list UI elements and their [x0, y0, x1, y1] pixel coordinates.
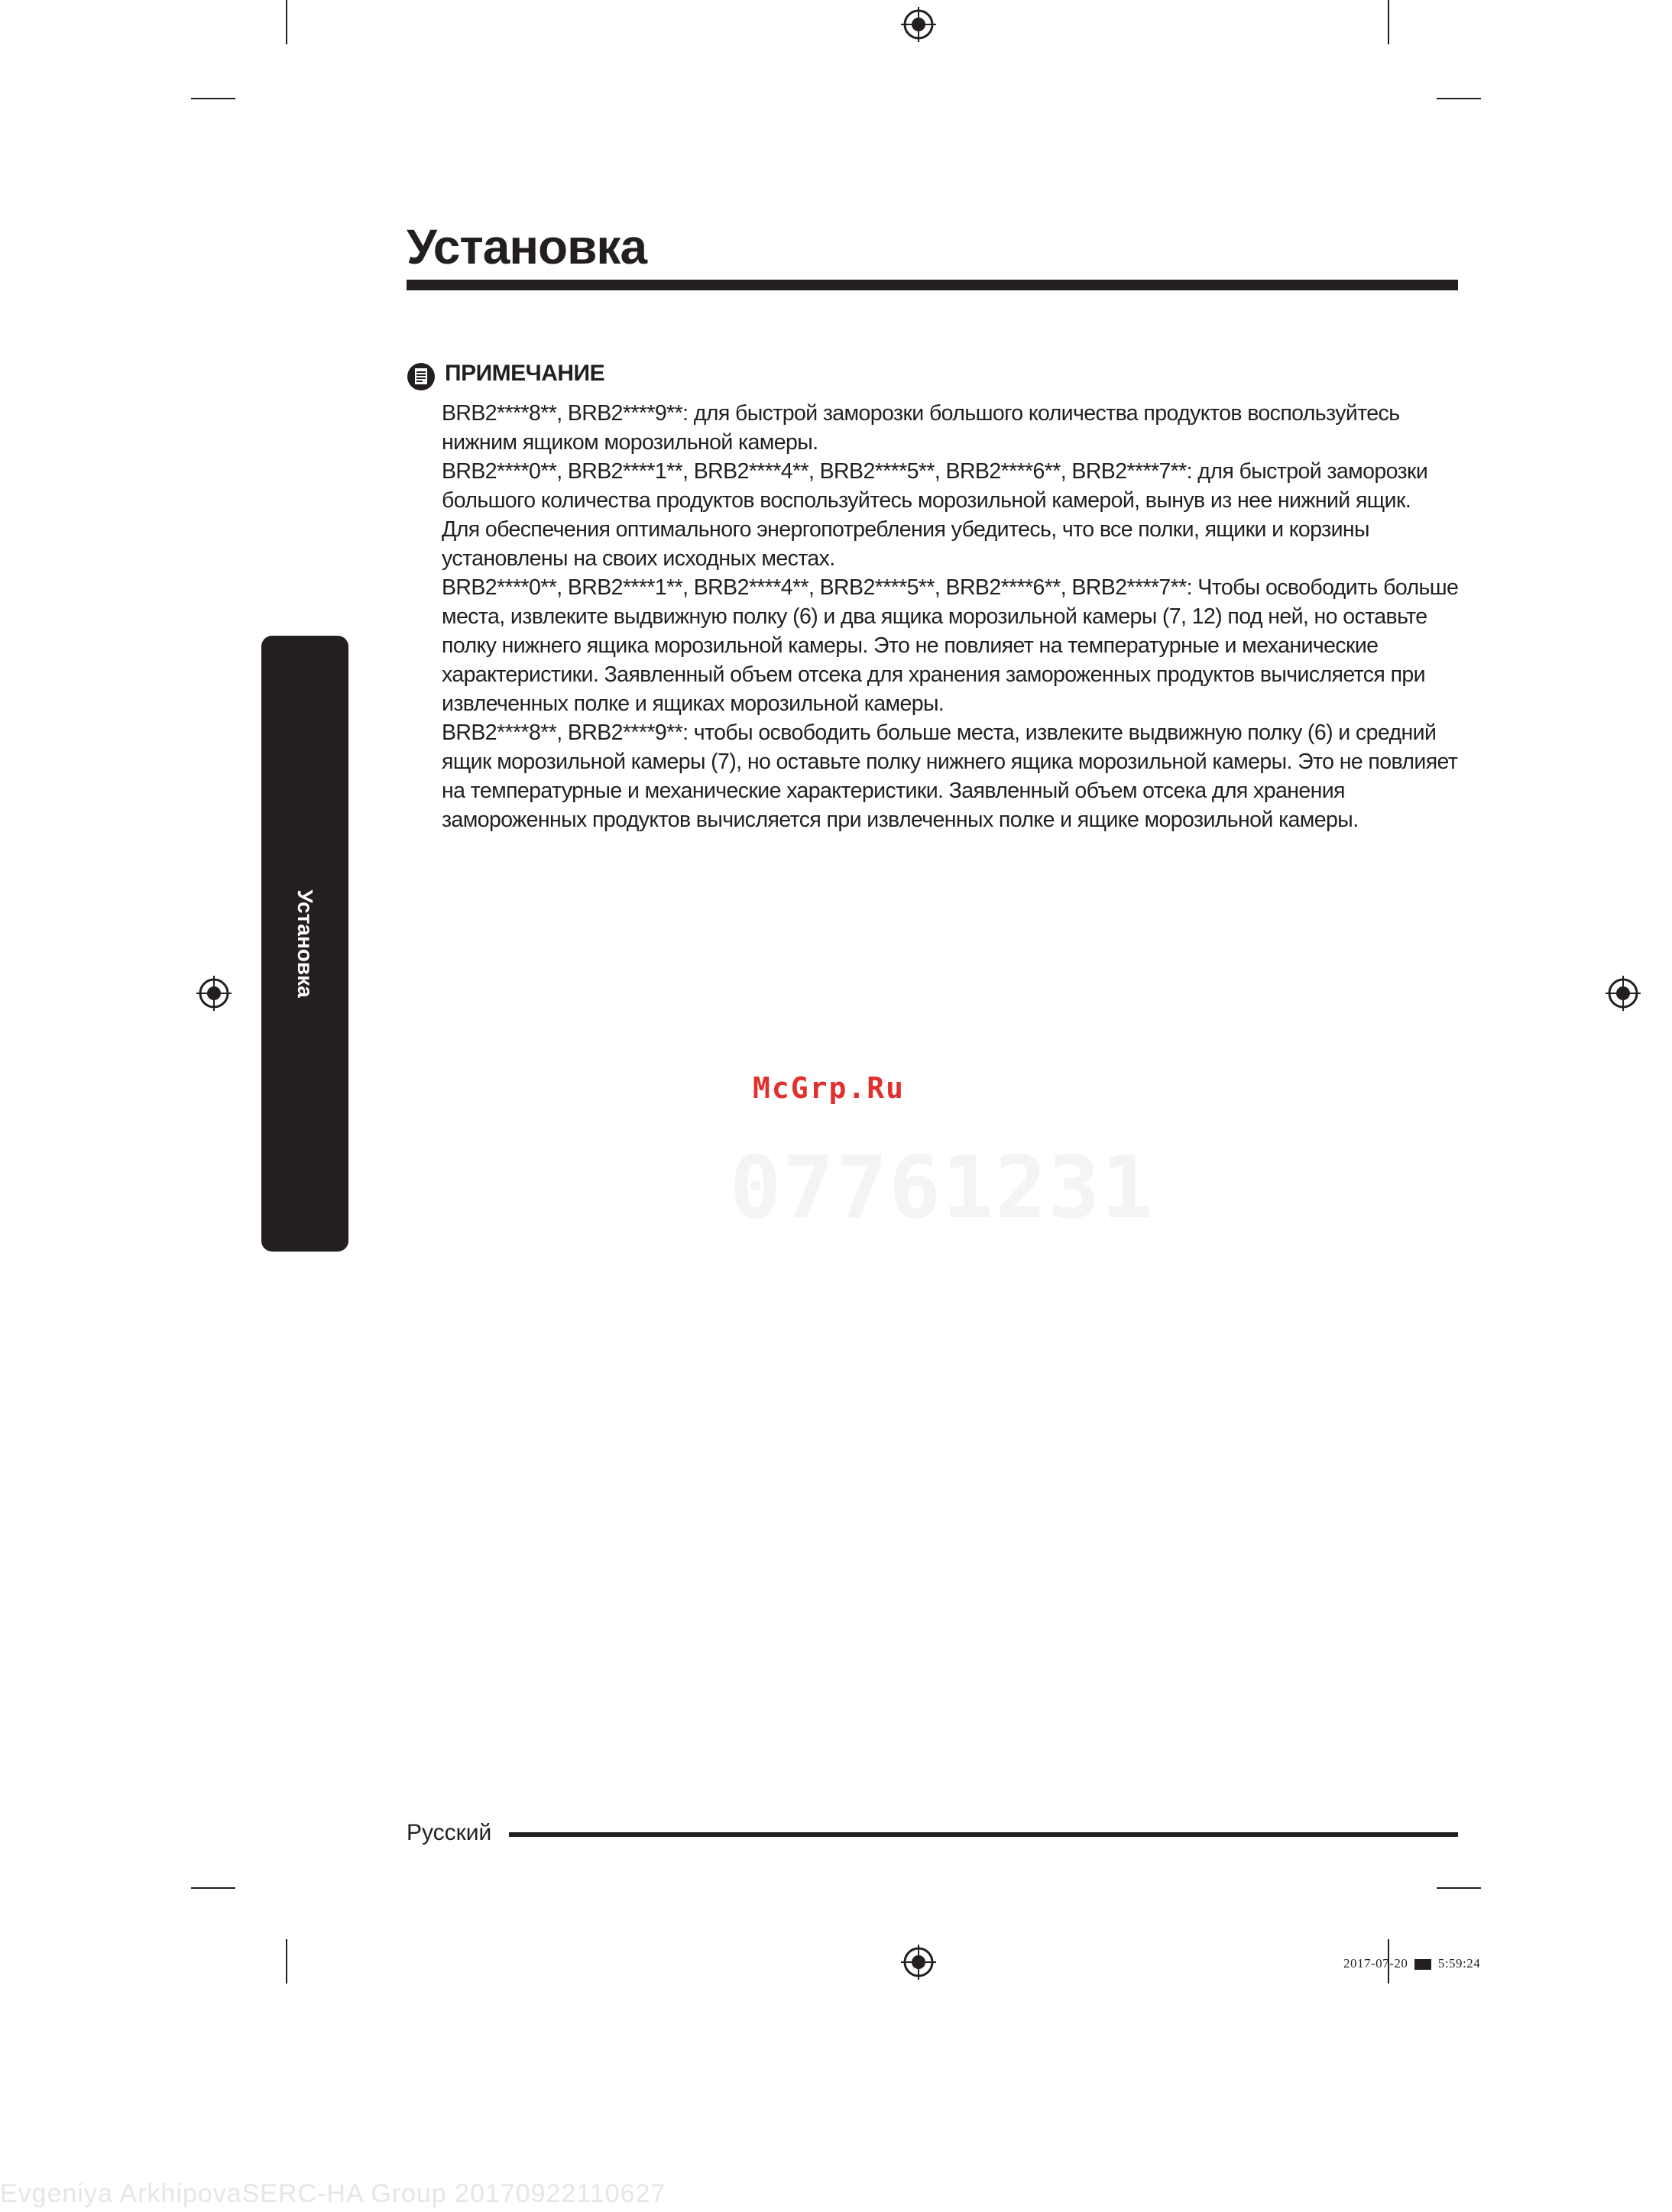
- note-body: [442, 399, 1466, 834]
- note-paragraph: BRB2****0**, BRB2****1**, BRB2****4**, BRB2****5**, BRB2****6**, BRB2****7**: для быстрой заморозки большого количества продуктов воспользуйтесь морозильной камерой, вынув из нее нижний ящик.: [442, 459, 1428, 513]
- crop-mark-top-left-vertical: [286, 0, 287, 44]
- registration-target-icon: [899, 1943, 938, 1981]
- registration-target-icon: [1604, 974, 1642, 1012]
- crop-mark-top-left-horizontal: [191, 98, 235, 99]
- title-rule: [407, 280, 1458, 290]
- footer-rule: [509, 1832, 1458, 1837]
- note-paragraph: BRB2****8**, BRB2****9**: чтобы освободить больше места, извлеките выдвижную полку (6) и средний ящик морозильной камеры (7), но оставьте полку нижнего ящика морозильной камеры. Это не повлияет на температурные и механические характеристики. Заявленный объем отсека для хранения замороженных продуктов вычисляется при извлеченных полке и ящике морозильной камеры.: [442, 721, 1458, 832]
- print-stamp: [1343, 1956, 1480, 1971]
- note-paragraph: Для обеспечения оптимального энергопотребления убедитесь, что все полки, ящики и корзины установлены на своих исходных местах.: [442, 517, 1369, 571]
- registration-target-icon: [195, 974, 233, 1012]
- site-watermark: McGrp.Ru: [753, 1071, 906, 1105]
- print-time: 5:59:24: [1437, 1956, 1481, 1971]
- crop-mark-top-right-horizontal: [1437, 98, 1481, 99]
- page-title: Установка: [407, 219, 647, 274]
- crop-mark-bottom-right-horizontal: [1437, 1887, 1481, 1889]
- note-paragraph: BRB2****8**, BRB2****9**: для быстрой заморозки большого количества продуктов воспользуйтесь нижним ящиком морозильной камеры.: [442, 401, 1400, 455]
- bottom-watermark: Evgeniya ArkhipovaSERC-HA Group 20170922110627: [0, 2179, 666, 2208]
- print-stamp-box: [1414, 1959, 1431, 1970]
- side-tab-label: Установка: [293, 889, 317, 998]
- crop-mark-top-right-vertical: [1388, 0, 1389, 44]
- note-document-icon: [407, 362, 436, 391]
- print-date: 2017-07-20: [1343, 1956, 1408, 1971]
- crop-mark-bottom-left-vertical: [286, 1939, 287, 1984]
- crop-mark-bottom-left-horizontal: [191, 1887, 235, 1889]
- registration-target-icon: [899, 5, 938, 44]
- note-label: ПРИМЕЧАНИЕ: [445, 361, 605, 386]
- footer-language: Русский: [407, 1820, 492, 1845]
- note-paragraph: BRB2****0**, BRB2****1**, BRB2****4**, BRB2****5**, BRB2****6**, BRB2****7**: Чтобы освободить больше места, извлеките выдвижную полку (6) и два ящика морозильной камеры (7, 12) под ней, но оставьте полку нижнего ящика морозильной камеры. Это не повлияет на температурные и механические характеристики. Заявленный объем отсека для хранения замороженных продуктов вычисляется при извлеченных полке и ящиках морозильной камеры.: [442, 575, 1459, 716]
- digits-watermark: 07761231: [730, 1138, 1155, 1238]
